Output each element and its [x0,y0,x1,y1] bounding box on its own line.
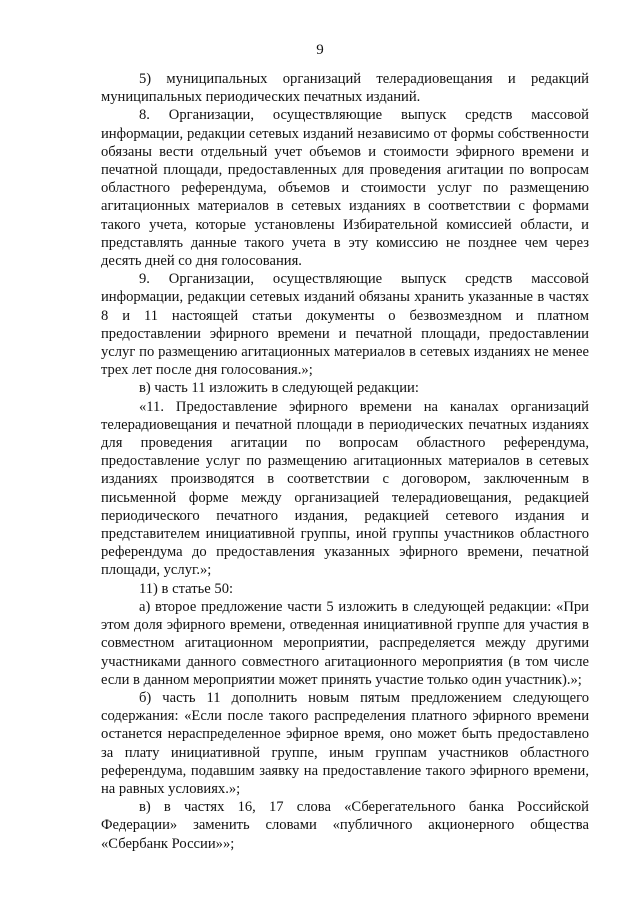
paragraph-new-part-11: «11. Предоставление эфирного времени на каналах организаций телерадиовещания и печатной площади в периодических печатных изданиях для проведения агитации по вопросам областного референдума, предоставление услуг по размещению агитационных материалов в сетевых изданиях производятся в соответствии с договором, заключенным в письменной форме между организацией телерадиовещания, редакцией периодического печатного издания, редакцией сетевого издания и представителем инициативной группы, иной группы участников областного референдума до предоставления указанных эфирного времени, печатной площади, услуг.»; [101,398,589,579]
paragraph-item-b: б) часть 11 дополнить новым пятым предложением следующего содержания: «Если после такого распределения платного эфирного времени останется нераспределенное эфирное время, оно может быть предоставлено за плату инициативной группе, иным группам участников областного референдума, подавшим заявку на предоставление такого эфирного времени, на равных условиях.»; [101,689,589,797]
paragraph-part-9: 9. Организации, осуществляющие выпуск средств массовой информации, редакции сетевых изданий обязаны хранить указанные в частях 8 и 11 настоящей статьи документы о безвозмездном и платном предоставлении эфирного времени и печатной площади, предоставлении услуг по размещению агитационных материалов в сетевых изданиях не менее трех лет после дня голосования.»; [101,271,589,379]
page-number: 9 [316,42,324,58]
paragraph-article-50: 11) в статье 50: [139,580,234,597]
document-body [101,70,589,853]
paragraph-municipal-orgs: 5) муниципальных организаций телерадиовещания и редакций муниципальных периодических печатных изданий. [101,71,589,106]
paragraph-part-8: 8. Организации, осуществляющие выпуск средств массовой информации, редакции сетевых изданий независимо от формы собственности обязаны вести отдельный учет объемов и стоимости эфирного времени и печатной площади, предоставленных для проведения агитации по вопросам областного референдума, объемов и стоимости услуг по размещению агитационных материалов в сетевых изданиях в соответствии с формами такого учета, которые установлены Избирательной комиссией области, и представлять данные такого учета в эту комиссию не позднее чем через десять дней со дня голосования. [101,107,589,270]
paragraph-amend-part-11: в) часть 11 изложить в следующей редакции: [139,380,419,397]
paragraph-item-v: в) в частях 16, 17 слова «Сберегательного банка Российской Федерации» заменить словами «публичного акционерного общества «Сбербанк России»»; [101,799,589,852]
paragraph-item-a: а) второе предложение части 5 изложить в следующей редакции: «При этом доля эфирного времени, отведенная инициативной группе для участия в совместном агитационном мероприятии, распределяется между другими участниками данного совместного агитационного мероприятия (в том числе если в данном мероприятии может принять участие только один участник).»; [101,598,589,688]
